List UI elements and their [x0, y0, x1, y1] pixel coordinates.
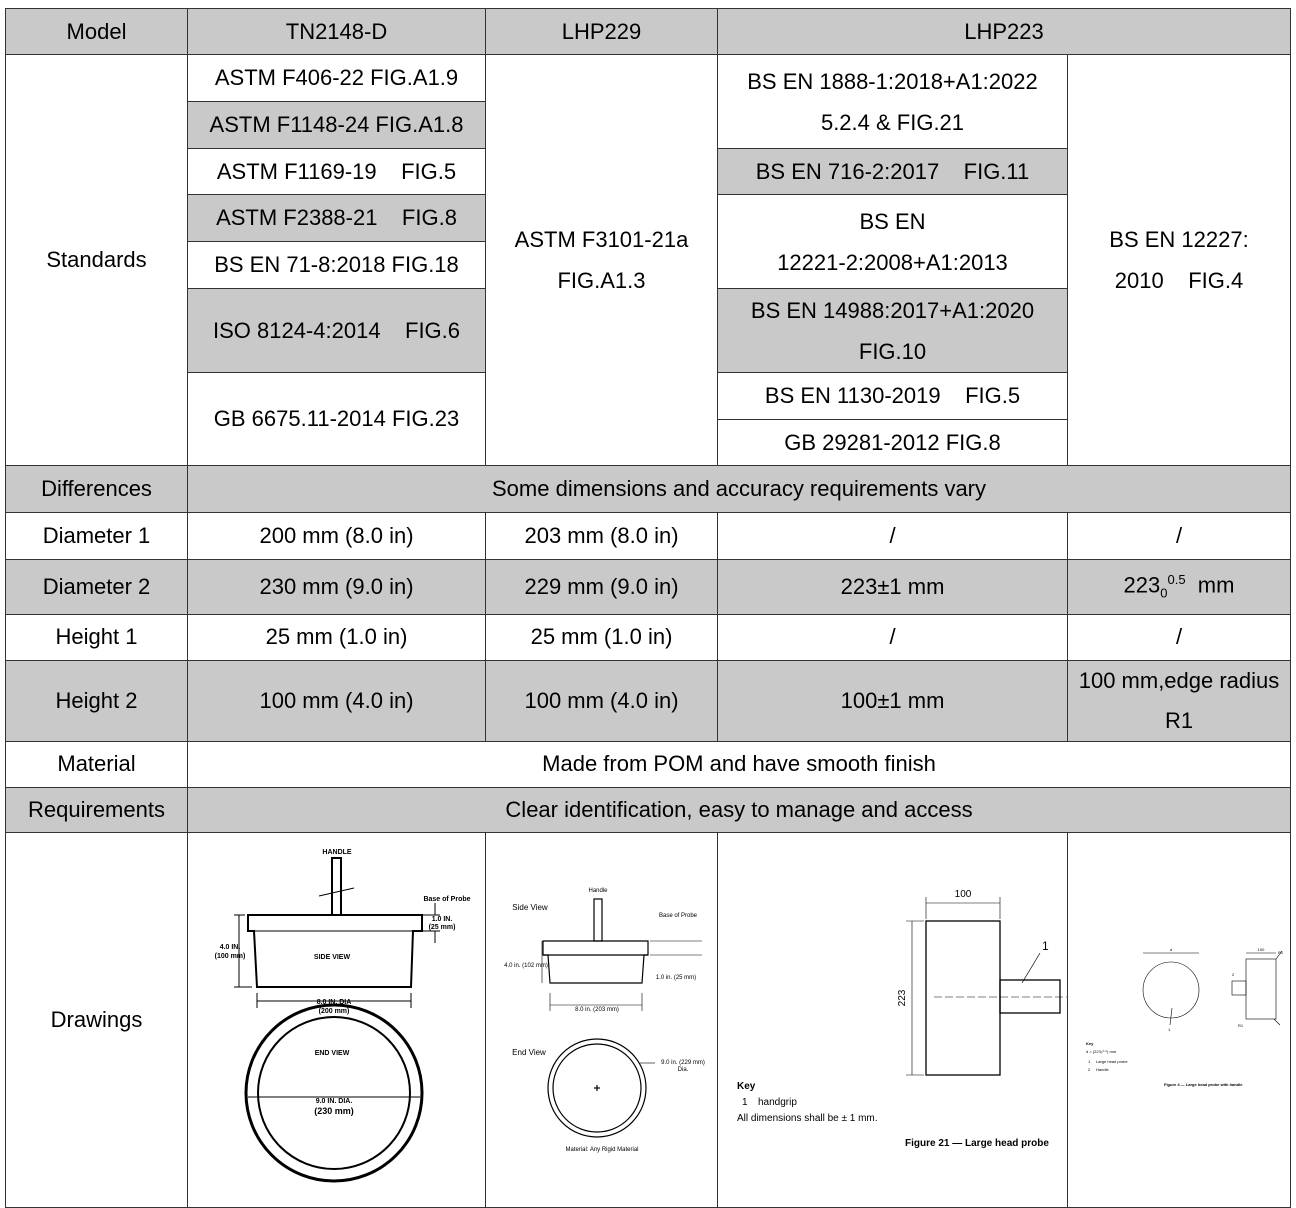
lhp229-probe-drawing: [490, 833, 718, 1207]
dimension-label: Diameter 2: [6, 560, 188, 615]
key-heading: Key: [1086, 1040, 1094, 1046]
dimension-label: Height 2: [6, 660, 188, 741]
lhp223b-value: /: [1068, 614, 1291, 660]
lhp223b-value: /: [1068, 513, 1291, 560]
lhp223-standard-line: BS EN: [859, 208, 926, 234]
figure-caption: Figure 21 — Large head probe: [905, 1137, 1049, 1149]
differences-value: Some dimensions and accuracy requirements vary: [188, 466, 1291, 513]
tn-value: 25 mm (1.0 in): [188, 614, 486, 660]
h1mm-label: (25 mm): [428, 923, 456, 931]
material-value: Made from POM and have smooth finish: [188, 741, 1291, 787]
lhp223-standard-line: 12221-2:2008+A1:2013: [777, 249, 1008, 275]
lhp223-standard-line: BS EN 1888-1:2018+A1:2022: [747, 68, 1038, 94]
handle-label: HANDLE: [322, 848, 352, 856]
key-heading: Key: [737, 1080, 756, 1092]
lhp223a-drawing: [718, 832, 1068, 1207]
tn-value: 200 mm (8.0 in): [188, 513, 486, 560]
lhp223a-probe-drawing: [722, 833, 1068, 1207]
header-row: [6, 9, 1291, 55]
lhp223-header: LHP223: [718, 9, 1291, 55]
base-label: Base of Probe: [423, 895, 471, 903]
tn-standard: ASTM F1169-19 FIG.5: [188, 149, 486, 195]
requirements-value: Clear identification, easy to manage and access: [188, 787, 1291, 832]
lhp229-standard-line: ASTM F3101-21a: [514, 227, 689, 252]
lhp229-header: LHP229: [486, 9, 718, 55]
lhp229-value: 100 mm (4.0 in): [486, 660, 718, 741]
lhp229-standard-line: FIG.A1.3: [557, 268, 646, 293]
lhp223-standard: [718, 55, 1068, 149]
standards-label: Standards: [6, 55, 188, 466]
base-label: Base of Probe: [658, 912, 698, 919]
tn-standard: ASTM F1148-24 FIG.A1.8: [188, 102, 486, 149]
h1-label: 1.0 in. (25 mm): [655, 974, 697, 981]
tolerance-lower: 0: [1160, 585, 1168, 601]
material-row: [6, 741, 1291, 787]
requirements-row: [6, 787, 1291, 832]
table-row: [6, 513, 1291, 560]
lhp223b-value: [1068, 560, 1291, 615]
lhp229-drawing: [486, 832, 718, 1207]
requirements-label: Requirements: [6, 787, 188, 832]
dia1-label: 8.0 IN. DIA: [316, 998, 352, 1006]
tn-standard: ASTM F406-22 FIG.A1.9: [188, 55, 486, 102]
lhp223-standard: GB 29281-2012 FIG.8: [718, 420, 1068, 466]
handle-label: Handle: [588, 887, 608, 894]
differences-label: Differences: [6, 466, 188, 513]
table-row: [6, 614, 1291, 660]
tolerance-note: All dimensions shall be ± 1 mm.: [737, 1112, 878, 1124]
lhp223a-value: /: [718, 614, 1068, 660]
key-item-text: handgrip: [758, 1096, 797, 1108]
lhp223-standard: BS EN 1130-2019 FIG.5: [718, 373, 1068, 420]
formula-text: d = (223₀⁰·⁵) mm: [1086, 1048, 1117, 1054]
h2mm-label: (100 mm): [214, 952, 246, 960]
height-dim: 223: [897, 989, 908, 1007]
end-view-label: End View: [512, 1047, 546, 1057]
lhp223a-value: /: [718, 513, 1068, 560]
lhp223-standard: BS EN 716-2:2017 FIG.11: [718, 149, 1068, 195]
tn-value: 100 mm (4.0 in): [188, 660, 486, 741]
tn2148-header: TN2148-D: [188, 9, 486, 55]
lhp229-value: 229 mm (9.0 in): [486, 560, 718, 615]
radius-label: R1: [1238, 1022, 1244, 1028]
h2-label: 4.0 in. (102 mm): [504, 962, 548, 969]
tn-standard: BS EN 71-8:2018 FIG.18: [188, 242, 486, 289]
width-dim: 100: [954, 888, 972, 900]
figure-caption: Figure 4 — Large head probe with handle: [1164, 1081, 1243, 1087]
key-item-text: Handle: [1096, 1066, 1109, 1072]
dim-top: 100: [1257, 946, 1265, 952]
key-item-text: Large head probe: [1096, 1058, 1128, 1064]
side-view-label: SIDE VIEW: [313, 953, 351, 961]
lhp223a-value: 100±1 mm: [718, 660, 1068, 741]
side-view-label: Side View: [512, 902, 548, 912]
tolerance-upper: 0.5: [1167, 572, 1186, 587]
differences-row: [6, 466, 1291, 513]
dia1-label: 8.0 in. (203 mm): [575, 1006, 619, 1013]
tn-standard: GB 6675.11-2014 FIG.23: [188, 373, 486, 466]
dimension-label: Height 1: [6, 614, 188, 660]
tn-standard: ASTM F2388-21 FIG.8: [188, 195, 486, 242]
tn-probe-drawing: [192, 833, 486, 1207]
end-view-label: END VIEW: [314, 1049, 350, 1057]
dimension-label: Diameter 1: [6, 513, 188, 560]
dia2-label: 9.0 in. (229 mm): [661, 1059, 705, 1066]
key-item-number: 1: [1088, 1058, 1091, 1064]
lhp223b-standard-line: 2010 FIG.4: [1114, 268, 1244, 293]
standards-comparison-table: [5, 8, 1291, 1208]
lhp223-standard-line: FIG.10: [858, 338, 927, 364]
lhp223-standard-line: 5.2.4 & FIG.21: [820, 109, 965, 135]
lhp229-value: 25 mm (1.0 in): [486, 614, 718, 660]
drawings-row: [6, 832, 1291, 1207]
lhp223b-standard-line: BS EN 12227:: [1109, 227, 1249, 252]
lhp223b-value: 100 mm,edge radius R1: [1068, 660, 1291, 741]
tolerance-unit: mm: [1185, 572, 1235, 598]
lhp229-value: 203 mm (8.0 in): [486, 513, 718, 560]
key-item-number: 2: [1088, 1066, 1091, 1072]
tolerance-base: 223: [1123, 572, 1161, 598]
h2-label: 4.0 IN.: [219, 943, 241, 951]
table-row: [6, 560, 1291, 615]
dim-d: d: [1169, 946, 1173, 952]
key-item-number: 1: [742, 1096, 748, 1108]
part-label: 1: [1168, 1026, 1171, 1032]
lhp229-standard: [486, 55, 718, 466]
lhp223b-standard: [1068, 55, 1291, 466]
radius-label: R1: [1278, 949, 1284, 955]
lhp223-standard: [718, 289, 1068, 373]
material-label: Material: [6, 741, 188, 787]
dia2-label: 9.0 IN. DIA.: [315, 1097, 353, 1105]
lhp223b-drawing: [1068, 832, 1291, 1207]
model-header: Model: [6, 9, 188, 55]
tn-value: 230 mm (9.0 in): [188, 560, 486, 615]
table-row: [6, 660, 1291, 741]
drawings-label: Drawings: [6, 832, 188, 1207]
lhp223a-value: 223±1 mm: [718, 560, 1068, 615]
part-label: 2: [1232, 971, 1235, 977]
tn-drawing: [188, 832, 486, 1207]
h1-label: 1.0 IN.: [431, 915, 453, 923]
material-note: Material: Any Rigid Material: [565, 1146, 639, 1153]
dia2b-label: Dia.: [677, 1066, 689, 1073]
callout-label: 1: [1042, 938, 1049, 953]
tn-standard: ISO 8124-4:2014 FIG.6: [188, 289, 486, 373]
lhp223b-probe-drawing: [1072, 833, 1291, 1207]
lhp223-standard: [718, 195, 1068, 289]
dia1mm-label: (200 mm): [318, 1007, 350, 1015]
dia2mm-label: (230 mm): [314, 1105, 354, 1116]
lhp223-standard-line: BS EN 14988:2017+A1:2020: [750, 297, 1035, 323]
